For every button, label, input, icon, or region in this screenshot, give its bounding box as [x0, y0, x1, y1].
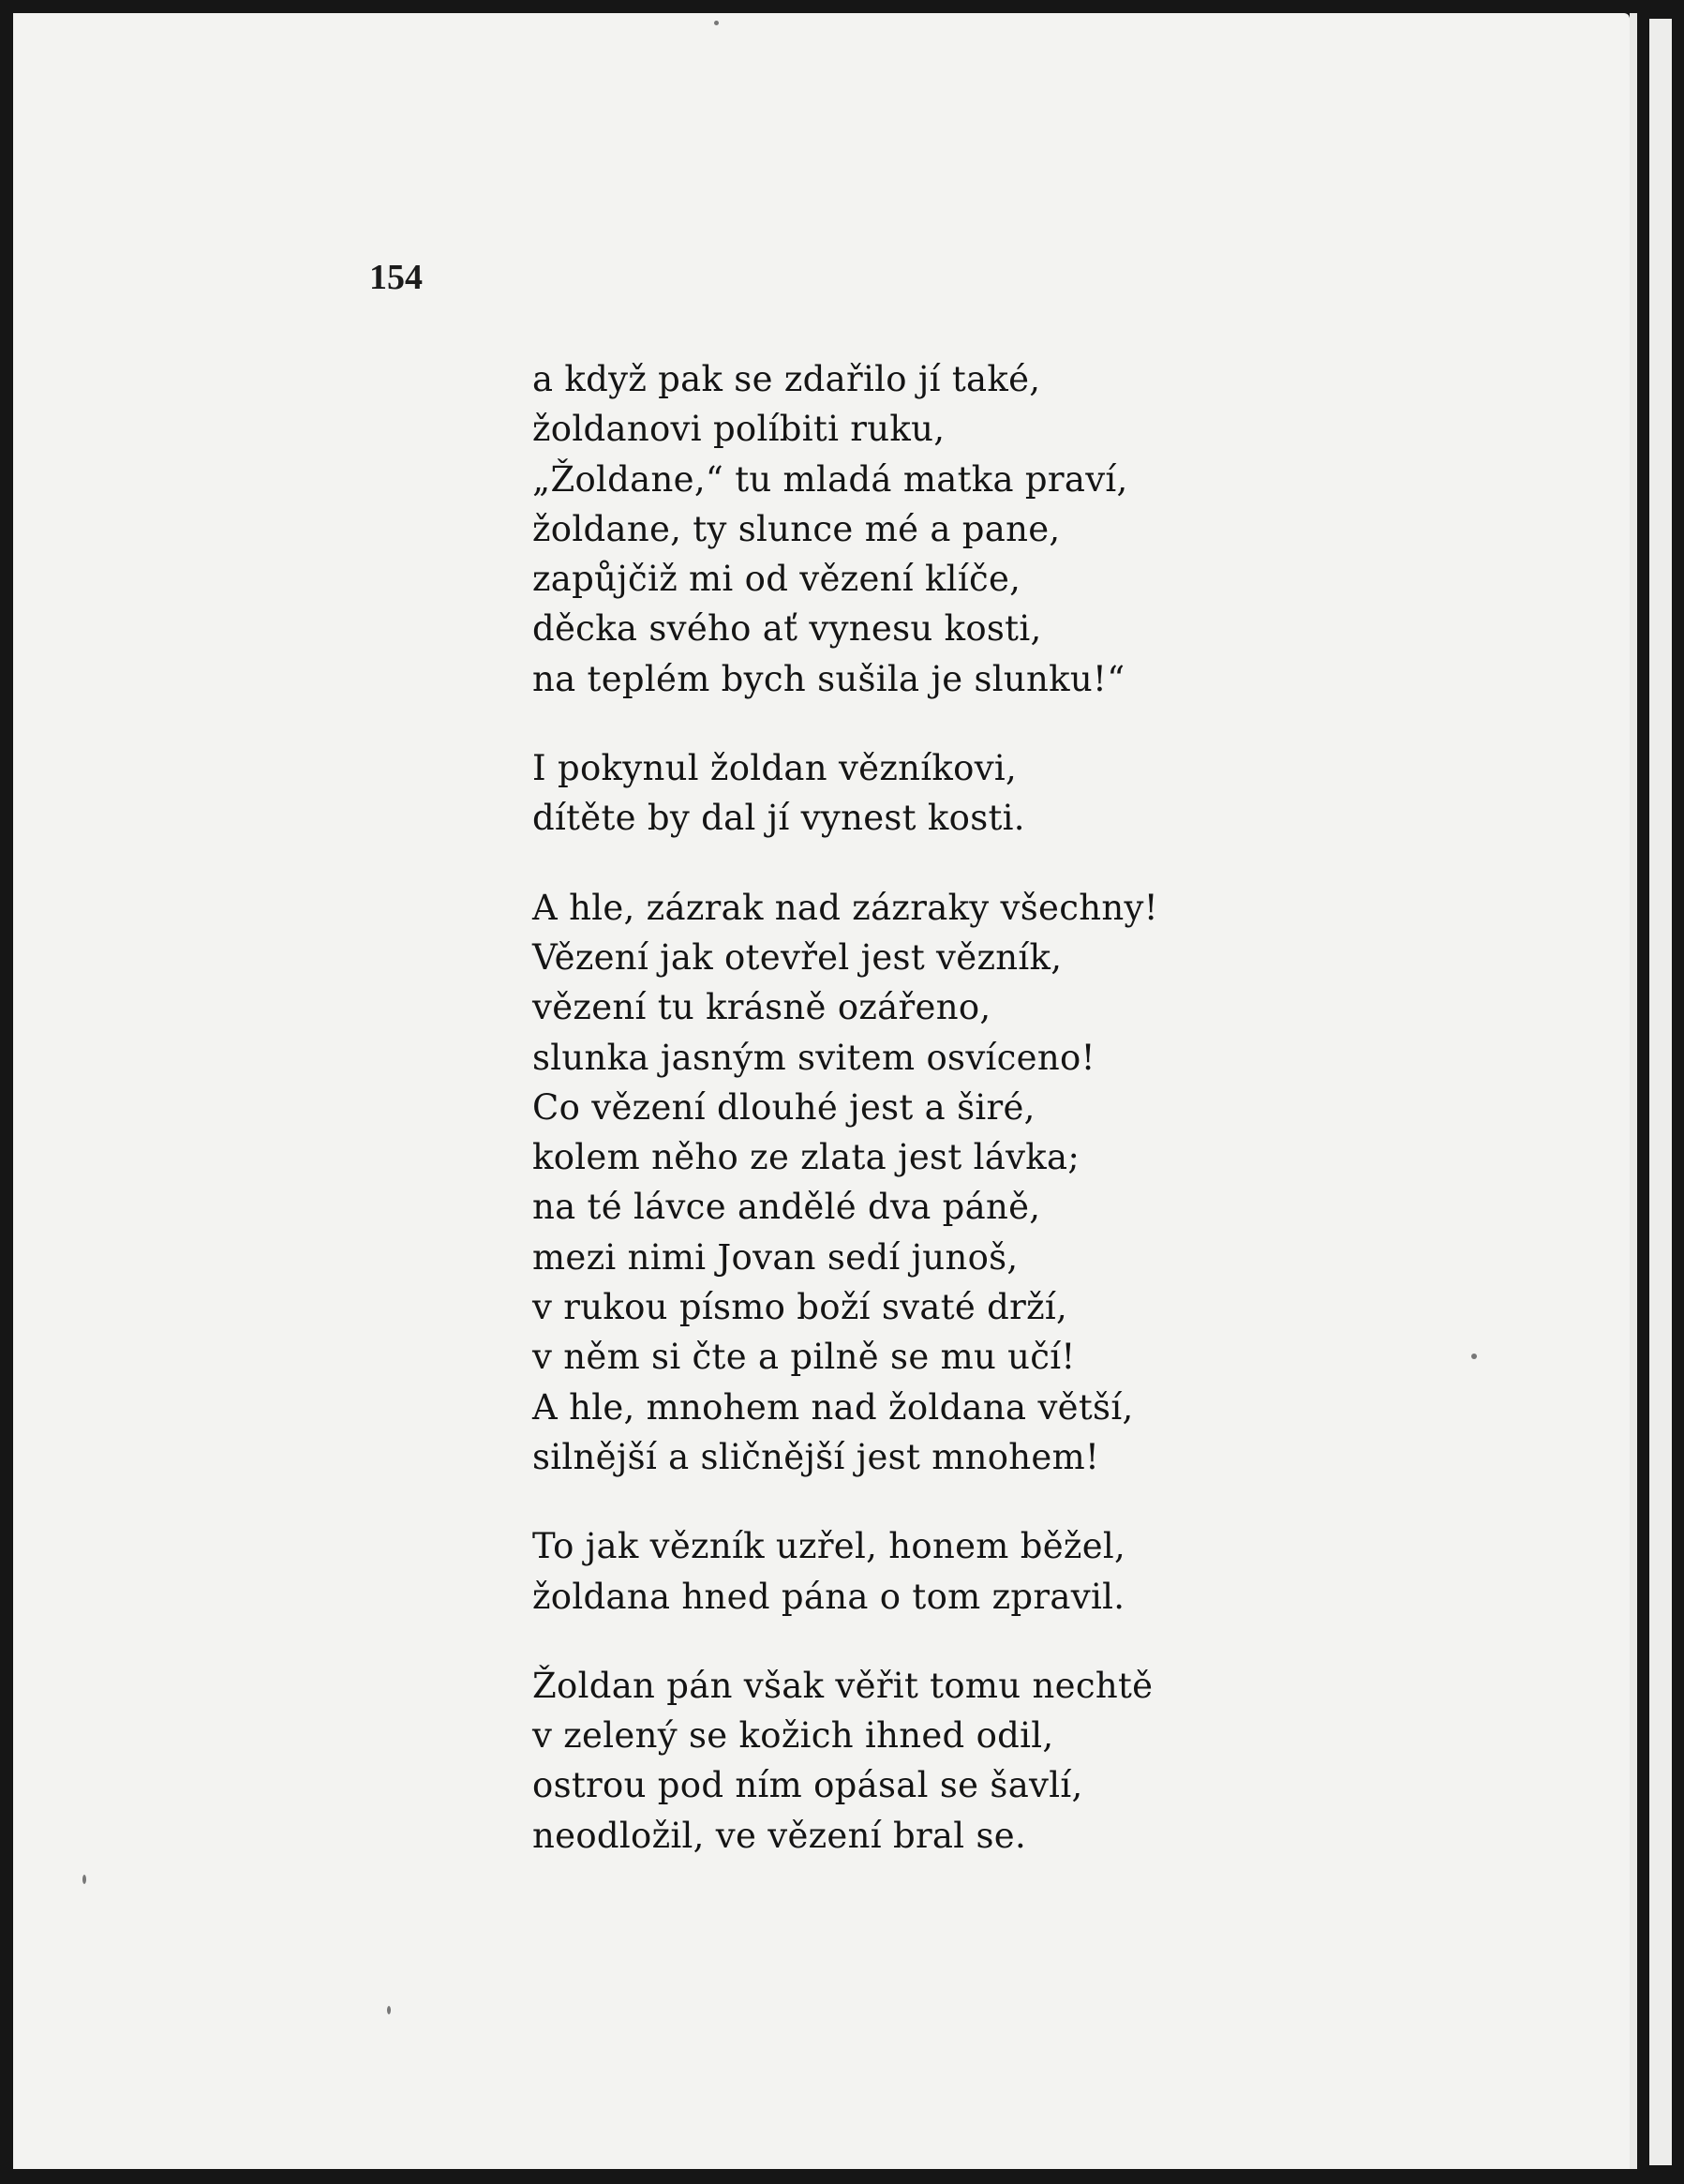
- poem-text: [532, 354, 1158, 1900]
- verse-line: v zelený se kožich ihned odil,: [532, 1715, 1054, 1757]
- verse-line: neodložil, ve vězení bral se.: [532, 1815, 1027, 1856]
- page-number: 154: [369, 258, 423, 297]
- verse-line: a když pak se zdařilo jí také,: [532, 359, 1041, 399]
- verse-line: žoldanovi políbiti ruku,: [532, 409, 946, 450]
- verse-line: mezi nimi Jovan sedí junoš,: [532, 1236, 1019, 1278]
- verse-line: A hle, mnohem nad žoldana větší,: [532, 1386, 1134, 1428]
- verse-line: ostrou pod ním opásal se šavlí,: [532, 1765, 1083, 1806]
- verse-line: na teplém bych sušila je slunku!“: [532, 658, 1125, 699]
- page-edge: [1630, 13, 1637, 2169]
- stanza-5: [532, 1661, 1158, 1861]
- verse-line: zapůjčiž mi od vězení klíče,: [532, 559, 1021, 600]
- verse-line: To jak vězník uzřel, honem běžel,: [532, 1526, 1126, 1567]
- verse-line: I pokynul žoldan vězníkovi,: [532, 748, 1018, 789]
- verse-line: silnější a sličnější jest mnohem!: [532, 1436, 1100, 1477]
- verse-line: žoldana hned pána o tom zpravil.: [532, 1576, 1125, 1617]
- paper-speck: [1471, 1354, 1477, 1359]
- verse-line: kolem něho ze zlata jest lávka;: [532, 1137, 1080, 1178]
- verse-line: v rukou písmo boží svaté drží,: [532, 1287, 1068, 1328]
- verse-line: slunka jasným svitem osvíceno!: [532, 1037, 1095, 1078]
- verse-line: dítěte by dal jí vynest kosti.: [532, 798, 1025, 839]
- verse-line: Žoldan pán však věřit tomu nechtě: [532, 1665, 1154, 1706]
- verse-line: Co vězení dlouhé jest a širé,: [532, 1086, 1036, 1128]
- verse-line: děcka svého ať vynesu kosti,: [532, 608, 1042, 650]
- verse-line: A hle, zázrak nad zázraky všechny!: [532, 887, 1158, 928]
- verse-line: v něm si čte a pilně se mu učí!: [532, 1337, 1076, 1378]
- paper-speck: [387, 2006, 391, 2014]
- verse-line: „Žoldane,“ tu mladá matka praví,: [532, 458, 1128, 500]
- next-page-edge: [1649, 19, 1672, 2165]
- paper-speck: [82, 1875, 86, 1884]
- verse-line: na té lávce andělé dva páně,: [532, 1187, 1041, 1228]
- stanza-4: [532, 1521, 1158, 1622]
- verse-line: vězení tu krásně ozářeno,: [532, 987, 991, 1028]
- paper-speck: [714, 21, 719, 25]
- stanza-3: [532, 883, 1158, 1483]
- stanza-1: [532, 354, 1158, 704]
- stanza-2: [532, 743, 1158, 844]
- verse-line: Vězení jak otevřel jest vězník,: [532, 936, 1063, 978]
- verse-line: žoldane, ty slunce mé a pane,: [532, 508, 1061, 549]
